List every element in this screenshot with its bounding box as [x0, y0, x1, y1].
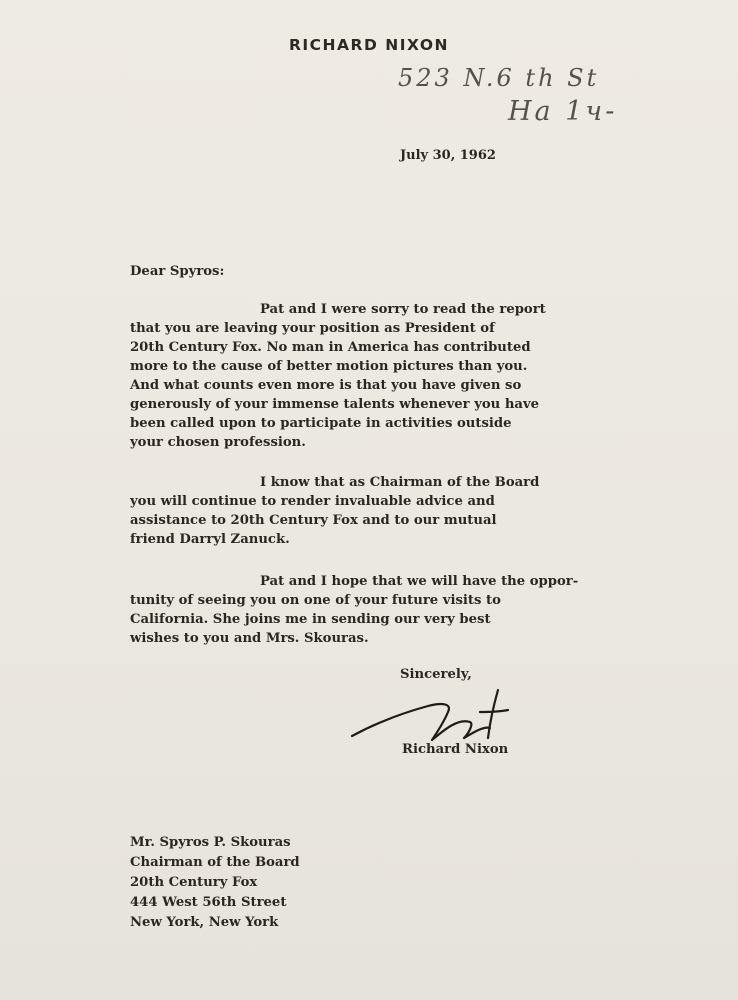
- letter-date: July 30, 1962: [400, 148, 496, 163]
- paragraph-line: that you are leaving your position as President of: [130, 321, 495, 336]
- paragraph-line: friend Darryl Zanuck.: [130, 532, 290, 547]
- address-line: 444 West 56th Street: [130, 895, 287, 910]
- paragraph-line: your chosen profession.: [130, 435, 306, 450]
- paragraph-line: 20th Century Fox. No man in America has contributed: [130, 340, 531, 355]
- paragraph-line: Pat and I hope that we will have the oppor-: [260, 574, 579, 589]
- paragraph-1: [130, 300, 670, 452]
- address-line: 20th Century Fox: [130, 875, 258, 890]
- paragraph-line: I know that as Chairman of the Board: [260, 475, 540, 490]
- address-line: New York, New York: [130, 915, 279, 930]
- signer-name: Richard Nixon: [402, 742, 509, 757]
- paragraph-line: California. She joins me in sending our very best: [130, 612, 491, 627]
- salutation: Dear Spyros:: [130, 264, 225, 279]
- paragraph-line: tunity of seeing you on one of your future visits to: [130, 593, 501, 608]
- paragraph-line: generously of your immense talents whenever you have: [130, 397, 540, 412]
- paragraph-line: you will continue to render invaluable advice and: [130, 494, 495, 509]
- paragraph-3: [130, 572, 670, 648]
- paragraph-line: been called upon to participate in activities outside: [130, 416, 512, 431]
- address-line: Chairman of the Board: [130, 855, 300, 870]
- paragraph-line: And what counts even more is that you have given so: [130, 378, 522, 393]
- handwritten-note-line1: 523 N.6 th St: [398, 64, 600, 92]
- paragraph-line: assistance to 20th Century Fox and to our mutual: [130, 513, 497, 528]
- handwritten-note-line2: Ha 1ч-: [508, 96, 618, 127]
- paragraph-line: more to the cause of better motion pictures than you.: [130, 359, 528, 374]
- paragraph-line: wishes to you and Mrs. Skouras.: [130, 631, 369, 646]
- address-line: Mr. Spyros P. Skouras: [130, 835, 291, 850]
- recipient-address: [130, 833, 300, 933]
- closing: Sincerely,: [400, 667, 472, 682]
- paragraph-line: Pat and I were sorry to read the report: [260, 302, 546, 317]
- letterhead: RICHARD NIXON: [288, 36, 450, 54]
- paragraph-2: [130, 473, 670, 549]
